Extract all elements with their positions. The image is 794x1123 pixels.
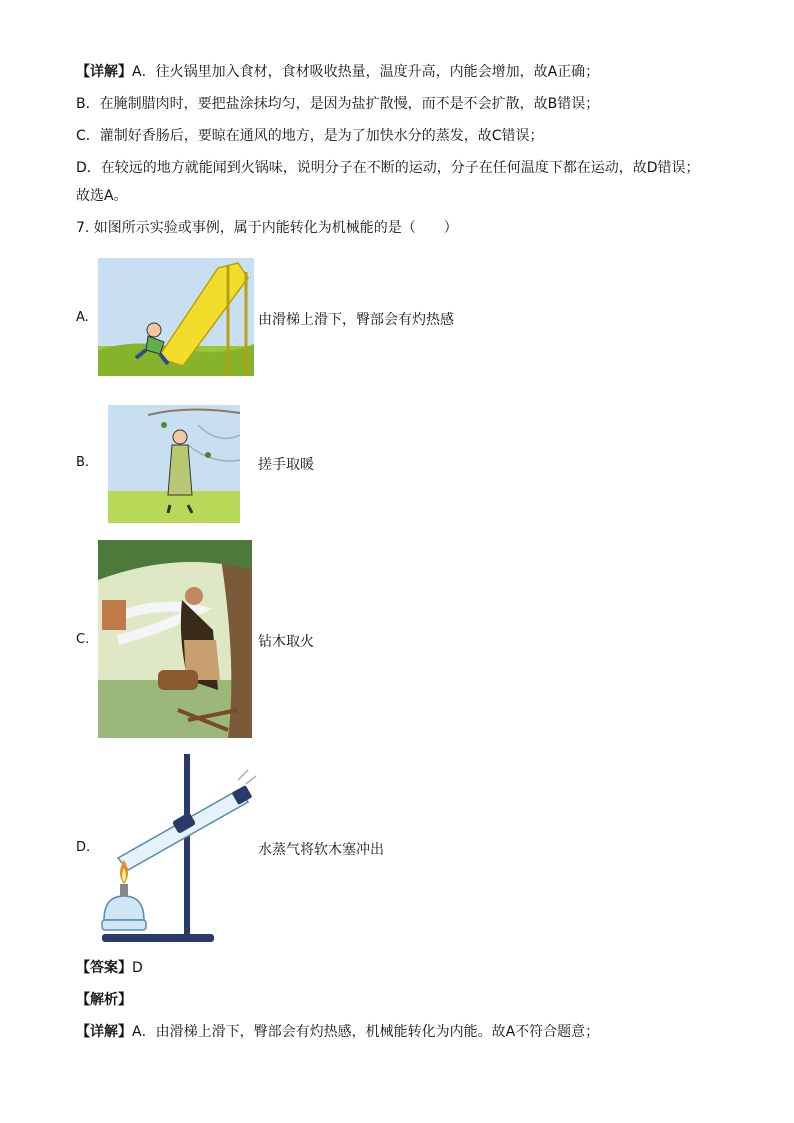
option-b-image xyxy=(108,405,240,523)
option-a-image xyxy=(98,258,254,376)
prev-detail-c: C．灌制好香肠后，要晾在通风的地方，是为了加快水分的蒸发，故C错误； xyxy=(76,128,544,144)
option-b-letter: B. xyxy=(76,455,90,470)
analysis-tag: 【解析】 xyxy=(76,992,132,1008)
prev-detail-a xyxy=(76,62,599,82)
prev-detail-d: D．在较远的地方就能闻到火锅味，说明分子在不断的运动，分子在任何温度下都在运动，故D错误； xyxy=(76,160,700,176)
answer-value: D xyxy=(132,960,143,976)
option-d-text: 水蒸气将软木塞冲出 xyxy=(258,842,384,858)
option-c-text: 钻木取火 xyxy=(258,634,314,650)
question-7: 7. 如图所示实验或事例，属于内能转化为机械能的是（ ） xyxy=(76,220,458,236)
option-d-image xyxy=(98,750,258,946)
option-a-text: 由滑梯上滑下，臀部会有灼热感 xyxy=(258,312,454,328)
option-b-text: 搓手取暖 xyxy=(258,457,314,473)
answer-tag: 【答案】 xyxy=(76,960,132,976)
prev-choose: 故选A。 xyxy=(76,188,128,204)
option-d-letter: D. xyxy=(76,840,91,855)
detail-line xyxy=(76,1022,599,1042)
option-a-letter: A. xyxy=(76,310,89,325)
detail-text: A．由滑梯上滑下，臀部会有灼热感，机械能转化为内能。故A不符合题意； xyxy=(132,1024,600,1040)
option-c-letter: C. xyxy=(76,632,90,647)
detail-tag: 【详解】 xyxy=(76,64,132,80)
option-c-image xyxy=(98,540,252,738)
detail-tag-2: 【详解】 xyxy=(76,1024,132,1040)
detail-a-text: A．往火锅里加入食材，食材吸收热量，温度升高，内能会增加，故A正确； xyxy=(132,64,600,80)
answer-line xyxy=(76,958,143,978)
prev-detail-b: B．在腌制腊肉时，要把盐涂抹均匀，是因为盐扩散慢，而不是不会扩散，故B错误； xyxy=(76,96,600,112)
